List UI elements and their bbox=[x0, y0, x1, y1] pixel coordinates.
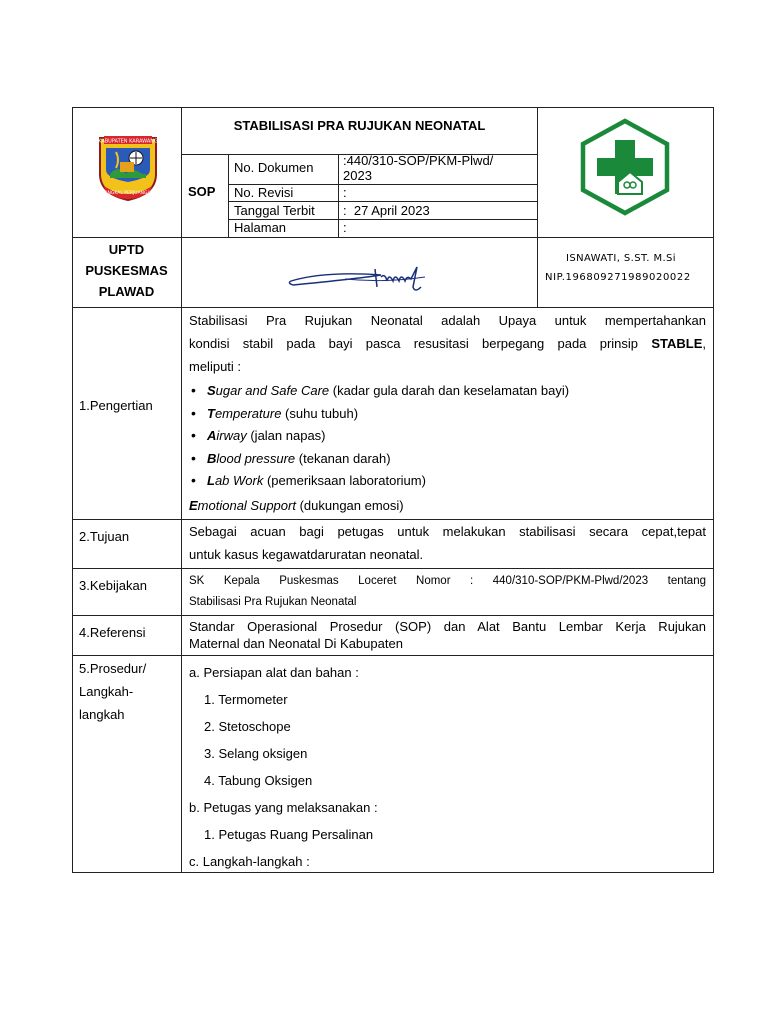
list-item: • Temperature (suhu tubuh) bbox=[189, 402, 706, 425]
list-item: 2. Stetoschope bbox=[204, 719, 291, 734]
prosedur-content bbox=[189, 659, 706, 875]
prosedur-step-c: c. Langkah-langkah : bbox=[189, 854, 310, 869]
signature-icon bbox=[285, 257, 435, 297]
regency-motto-text: PANGKAL PERJUANGAN bbox=[102, 191, 154, 196]
signatory-name: ISNAWATI, S.ST. M.Si bbox=[566, 253, 676, 264]
pengertian-intro-line3: meliputi : bbox=[189, 359, 242, 374]
list-item: 1. Petugas Ruang Persalinan bbox=[204, 827, 374, 842]
meta-value-no-revisi: : bbox=[343, 185, 347, 200]
sop-label: SOP bbox=[188, 184, 216, 199]
meta-value-no-dokumen: :440/310-SOP/PKM-Plwd/ 2023 bbox=[343, 153, 494, 183]
tujuan-line1: Sebagai acuan bagi petugas untuk melakukan stabilisasi secara cepat,tepat bbox=[189, 524, 706, 539]
regency-coat-of-arms-icon bbox=[96, 130, 160, 202]
section-label-kebijakan: 3.Kebijakan bbox=[79, 578, 147, 593]
kebijakan-content bbox=[189, 571, 706, 613]
prosedur-label-line2: Langkah- bbox=[79, 684, 134, 699]
pengertian-intro-comma: , bbox=[702, 336, 706, 351]
regency-name-text: KABUPATEN KARAWANG bbox=[98, 138, 158, 145]
list-item: 1. Termometer bbox=[204, 692, 288, 707]
tujuan-line2: untuk kasus kegawatdaruratan neonatal. bbox=[189, 547, 424, 562]
section-label-tujuan: 2.Tujuan bbox=[79, 529, 130, 544]
kebijakan-line1: SK Kepala Puskesmas Loceret Nomor : 440/310-SOP/PKM-Plwd/2023 tentang bbox=[189, 575, 706, 587]
pengertian-intro-text: kondisi stabil pada bayi pasca resusitasi berpegang pada prinsip bbox=[189, 336, 652, 351]
meta-value-tanggal-terbit: : 27 April 2023 bbox=[343, 203, 430, 218]
meta-label-tanggal-terbit: Tanggal Terbit bbox=[234, 203, 315, 218]
referensi-line2: Maternal dan Neonatal Di Kabupaten bbox=[189, 636, 403, 651]
referensi-line1: Standar Operasional Prosedur (SOP) dan Alat Bantu Lembar Kerja Rujukan bbox=[189, 619, 706, 634]
tujuan-content bbox=[189, 520, 706, 566]
list-item: 3. Selang oksigen bbox=[204, 746, 308, 761]
list-item: • Blood pressure (tekanan darah) bbox=[189, 447, 706, 470]
referensi-content bbox=[189, 618, 706, 652]
meta-label-no-dokumen: No. Dokumen bbox=[234, 160, 314, 175]
org-name-line1: UPTD bbox=[108, 242, 145, 257]
section-label-prosedur bbox=[79, 657, 146, 726]
meta-value-halaman: : bbox=[343, 220, 347, 235]
section-label-referensi: 4.Referensi bbox=[79, 625, 146, 640]
pengertian-content bbox=[189, 309, 706, 517]
prosedur-label-line1: 5.Prosedur/ bbox=[79, 661, 147, 676]
list-item: 4. Tabung Oksigen bbox=[204, 773, 313, 788]
list-item: • Lab Work (pemeriksaan laboratorium) bbox=[189, 469, 706, 492]
kebijakan-line2: Stabilisasi Pra Rujukan Neonatal bbox=[189, 596, 357, 608]
prosedur-label-line3: langkah bbox=[79, 707, 125, 722]
section-label-pengertian: 1.Pengertian bbox=[79, 398, 153, 413]
emotional-support-line: Emotional Support (dukungan emosi) bbox=[189, 497, 404, 513]
pengertian-intro-line2 bbox=[189, 332, 706, 355]
pengertian-intro-line1: Stabilisasi Pra Rujukan Neonatal adalah Upaya untuk mempertahankan bbox=[189, 313, 706, 328]
org-name bbox=[72, 239, 181, 302]
prosedur-step-b: b. Petugas yang melaksanakan : bbox=[189, 800, 378, 815]
meta-label-halaman: Halaman bbox=[234, 220, 287, 235]
signatory-nip: NIP.196809271989020022 bbox=[545, 272, 691, 283]
stable-list bbox=[189, 379, 706, 492]
list-item: • Sugar and Safe Care (kadar gula darah dan keselamatan bayi) bbox=[189, 379, 706, 402]
document-title: STABILISASI PRA RUJUKAN NEONATAL bbox=[233, 118, 486, 133]
puskesmas-logo-icon bbox=[578, 118, 672, 216]
org-name-line2: PUSKESMAS bbox=[85, 263, 168, 278]
meta-label-no-revisi: No. Revisi bbox=[234, 185, 294, 200]
stable-keyword: STABLE bbox=[651, 336, 703, 351]
prosedur-step-a: a. Persiapan alat dan bahan : bbox=[189, 665, 359, 680]
org-name-line3: PLAWAD bbox=[98, 284, 155, 299]
list-item: • Airway (jalan napas) bbox=[189, 424, 706, 447]
